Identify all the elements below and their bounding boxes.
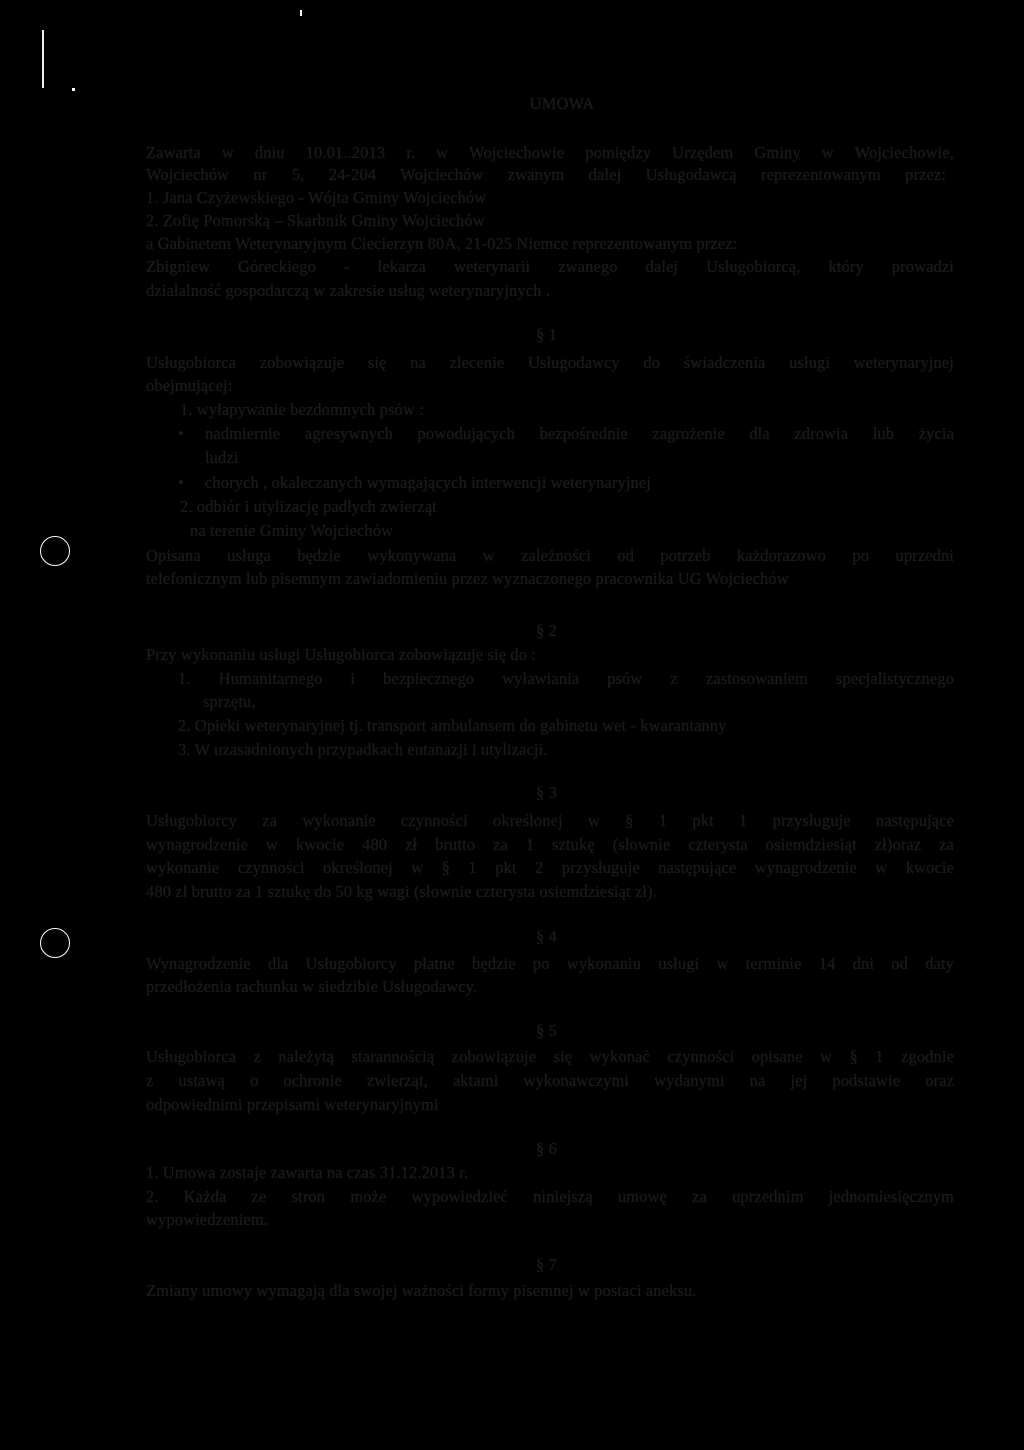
section-line: przedłożenia rachunku w siedzibie Usługodawcy.: [146, 977, 478, 996]
section-heading: § 7: [536, 1255, 557, 1274]
section-line: wykonanie czynności określonej w § 1 pkt 2 przysługuje następujące wynagrodzenie w kwocie: [146, 858, 954, 877]
section-line: odpowiednimi przepisami weterynaryjnymi: [146, 1095, 439, 1114]
intro-line: 2. Zofię Pomorską – Skarbnik Gminy Wojciechów: [146, 211, 485, 230]
section-line: chorych , okaleczanych wymagających interwencji weterynaryjnej: [205, 473, 651, 492]
section-heading: § 5: [536, 1021, 557, 1040]
section-line: 3. W uzasadnionych przypadkach eutanazji i utylizacji.: [178, 740, 548, 759]
section-line: z ustawą o ochronie zwierząt, aktami wykonawczymi wydanymi na jej podstawie oraz: [146, 1071, 954, 1090]
section-line: Usługobiorca z należytą starannością zobowiązuje się wykonać czynności opisane w § 1 zgodnie: [146, 1047, 954, 1066]
section-line: nadmiernie agresywnych powodujących bezpośrednie zagrożenie dla zdrowia lub życia: [205, 424, 954, 443]
section-line: 1. Humanitarnego i bezpiecznego wyławiania psów z zastosowaniem specjalistycznego: [178, 669, 954, 688]
scan-speck: [72, 88, 75, 91]
punch-hole: [40, 928, 70, 958]
intro-line: a Gabinetem Weterynaryjnym Ciecierzyn 80A, 21-025 Niemce reprezentowanym przez:: [146, 234, 738, 253]
page-title: UMOWA: [529, 94, 595, 113]
scan-speck: [300, 10, 302, 16]
section-line: sprzętu,: [203, 692, 256, 711]
section-line: 2. odbiór i utylizację padłych zwierząt: [180, 497, 437, 516]
section-line: 480 zł brutto za 1 sztukę do 50 kg wagi (słownie czterysta osiemdziesiąt zł).: [146, 882, 657, 901]
section-line: Opisana usługa będzie wykonywana w zależności od potrzeb każdorazowo po uprzedni: [146, 546, 954, 565]
bullet-icon: •: [178, 424, 184, 443]
section-line: obejmującej:: [146, 376, 233, 395]
section-line: ludzi: [205, 448, 239, 467]
intro-line: 1. Jana Czyżewskiego - Wójta Gminy Wojciechów: [146, 188, 487, 207]
section-line: Przy wykonaniu usługi Usługobiorca zobowiązuje się do :: [146, 645, 536, 664]
section-line: wypowiedzeniem.: [146, 1210, 269, 1229]
intro-line: działalność gospodarczą w zakresie usług weterynaryjnych .: [146, 281, 550, 300]
section-heading: § 1: [536, 325, 557, 344]
intro-line: Wojciechów nr 5, 24-204 Wojciechów zwanym dalej Usługodawcą reprezentowanym przez:: [146, 165, 946, 184]
section-heading: § 4: [536, 927, 557, 946]
section-heading: § 6: [536, 1139, 557, 1158]
section-line: Wynagrodzenie dla Usługobiorcy płatne będzie po wykonaniu usługi w terminie 14 dni od daty: [146, 954, 954, 973]
section-line: Usługobiorca zobowiązuje się na zlecenie Usługodawcy do świadczenia usługi weterynaryjnej: [146, 353, 954, 372]
section-line: 2. Każda ze stron może wypowiedzieć niniejszą umowę za uprzednim jednomiesięcznym: [146, 1187, 954, 1206]
intro-line: Zbigniew Góreckiego - lekarza weterynarii zwanego dalej Usługobiorcą, który prowadzi: [146, 257, 954, 276]
scan-mark: [42, 30, 44, 88]
section-line: Zmiany umowy wymagają dla swojej ważności formy pisemnej w postaci aneksu.: [146, 1281, 697, 1300]
section-heading: § 2: [536, 621, 557, 640]
section-line: Usługobiorcy za wykonanie czynności określonej w § 1 pkt 1 przysługuje następujące: [146, 811, 954, 830]
punch-hole: [40, 536, 70, 566]
section-heading: § 3: [536, 783, 557, 802]
intro-line: Zawarta w dniu 10.01..2013 r. w Wojciechowie pomiędzy Urzędem Gminy w Wojciechowie,: [146, 143, 954, 162]
section-line: na terenie Gminy Wojciechów: [190, 521, 394, 540]
section-line: telefonicznym lub pisemnym zawiadomieniu przez wyznaczonego pracownika UG Wojciechów: [146, 569, 789, 588]
section-line: 1. wyłapywanie bezdomnych psów :: [180, 400, 424, 419]
section-line: wynagrodzenie w kwocie 480 zł brutto za 1 sztukę (słownie czterysta osiemdziesiąt zł)oraz za: [146, 835, 954, 854]
section-line: 1. Umowa zostaje zawarta na czas 31.12.2013 r.: [146, 1163, 469, 1182]
section-line: 2. Opieki weterynaryjnej tj. transport ambulansem do gabinetu wet - kwarantanny: [178, 716, 727, 735]
bullet-icon: •: [178, 473, 184, 492]
